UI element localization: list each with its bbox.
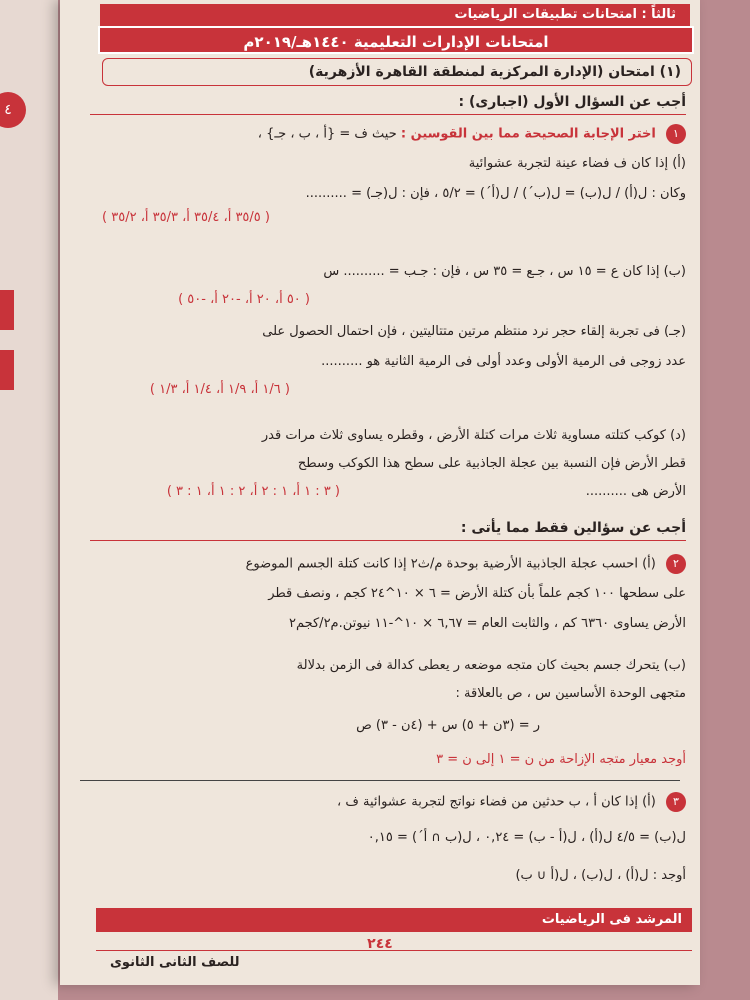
left-page-tab: ٤	[0, 92, 26, 128]
left-page-marker	[0, 290, 14, 330]
q2a-text: (أ) احسب عجلة الجاذبية الأرضية بوحدة م/ث٢ إذا كانت كتلة الجسم الموضوع	[245, 556, 656, 572]
left-page-marker	[0, 350, 14, 390]
q1d-line3: الأرض هى ..........	[585, 484, 686, 499]
left-page-edge	[0, 0, 58, 1000]
q3a-line2: ل(ب) = ٤/٥ ل(أ) ، ل(أ - ب) = ٠,٢٤ ، ل(ب ∩ أ´) = ٠,١٥	[367, 830, 686, 845]
section-divider	[80, 780, 680, 781]
page-number: ٢٤٤	[367, 936, 393, 952]
q1-instruction: اختر الإجابة الصحيحة مما بين القوسين :	[400, 126, 656, 142]
q2a-line1	[80, 554, 686, 575]
q1c-line1: (جـ) فى تجربة إلقاء حجر نرد منتظم مرتين متتاليتين ، فإن احتمال الحصول على	[262, 324, 686, 339]
q1d-line2: قطر الأرض فإن النسبة بين عجلة الجاذبية على سطح هذا الكوكب وسطح	[297, 456, 686, 471]
exam-subtitle: (١) امتحان (الإدارة المركزية لمنطقة القاهرة الأزهرية)	[102, 58, 692, 86]
section-2-title: أجب عن سؤالين فقط مما يأتى :	[90, 516, 686, 541]
footer-series: المرشد فى الرياضيات	[96, 908, 692, 932]
q2a-line2: على سطحها ١٠٠ كجم علماً بأن كتلة الأرض = ٦ × ١٠^٢٤ كجم ، ونصف قطر	[268, 586, 686, 601]
exam-banner: امتحانات الإدارات التعليمية ١٤٤٠هـ/٢٠١٩م	[98, 26, 694, 54]
q2b-line1: (ب) يتحرك جسم بحيث كان متجه موضعه ر يعطى كدالة فى الزمن بدلالة	[296, 658, 686, 673]
q3-number-badge: ٣	[666, 792, 686, 812]
q3a-line1	[80, 792, 686, 813]
q1c-line2: عدد زوجى فى الرمية الأولى وعدد أولى فى الرمية الثانية هو ..........	[321, 354, 686, 369]
q1a-line1: (أ) إذا كان ف فضاء عينة لتجربة عشوائية	[468, 156, 686, 171]
q1a-line2: وكان : ل(أ) / ل(ب) = ل(ب´) / ل(أ´) = ٥/٢ ، فإن : ل(جـ) = ..........	[305, 186, 686, 201]
q3a-text: (أ) إذا كان أ ، ب حدثين من فضاء نواتج لتجربة عشوائية ف ،	[337, 794, 656, 810]
q2b-line2: متجهى الوحدة الأساسين س ، ص بالعلاقة :	[455, 686, 686, 701]
q1-set-definition: حيث ف = {أ ، ب ، جـ} ،	[257, 126, 397, 142]
q1b-line1: (ب) إذا كان ع = ١٥ س ، جـع = ٣٥ س ، فإن : جـب = .......... س	[323, 264, 686, 279]
q2b-equation: ر = (٣ن + ٥) س + (٤ن - ٣) ص	[356, 718, 540, 733]
book-page	[60, 0, 700, 985]
section-1-title: أجب عن السؤال الأول (اجبارى) :	[90, 90, 686, 115]
q2-number-badge: ٢	[666, 554, 686, 574]
q1b-choices: ( ٥٠ أ، ٢٠ أ، -٢٠ أ، -٥٠ )	[178, 292, 310, 307]
q2b-instruction: أوجد معيار متجه الإزاحة من ن = ١ إلى ن = ٣	[436, 752, 686, 767]
q1d-line1: (د) كوكب كتلته مساوية ثلاث مرات كتلة الأرض ، وقطره يساوى ثلاث مرات قدر	[261, 428, 686, 443]
top-bar: ثالثاً : امتحانات تطبيقات الرياضيات	[100, 4, 690, 26]
q3a-line3: أوجد : ل(أ) ، ل(ب) ، ل(أ ∪ ب)	[515, 868, 686, 883]
q1c-choices: ( ١/٦ أ، ١/٩ أ، ١/٤ أ، ١/٣ )	[149, 382, 290, 397]
q1-number-badge: ١	[666, 124, 686, 144]
q1-instruction-line	[80, 124, 686, 145]
footer-grade: للصف الثانى الثانوى	[96, 950, 692, 974]
q1a-choices: ( ٣٥/٥ أ، ٣٥/٤ أ، ٣٥/٣ أ، ٣٥/٢ )	[102, 210, 270, 225]
q1d-choices: ( ٣ : ١ أ، ١ : ٢ أ، ٢ : ١ أ، ١ : ٣ )	[166, 484, 340, 499]
q2a-line3: الأرض يساوى ٦٣٦٠ كم ، والثابت العام = ٦,٦٧ × ١٠^-١١ نيوتن.م٢/كجم٢	[288, 616, 686, 631]
